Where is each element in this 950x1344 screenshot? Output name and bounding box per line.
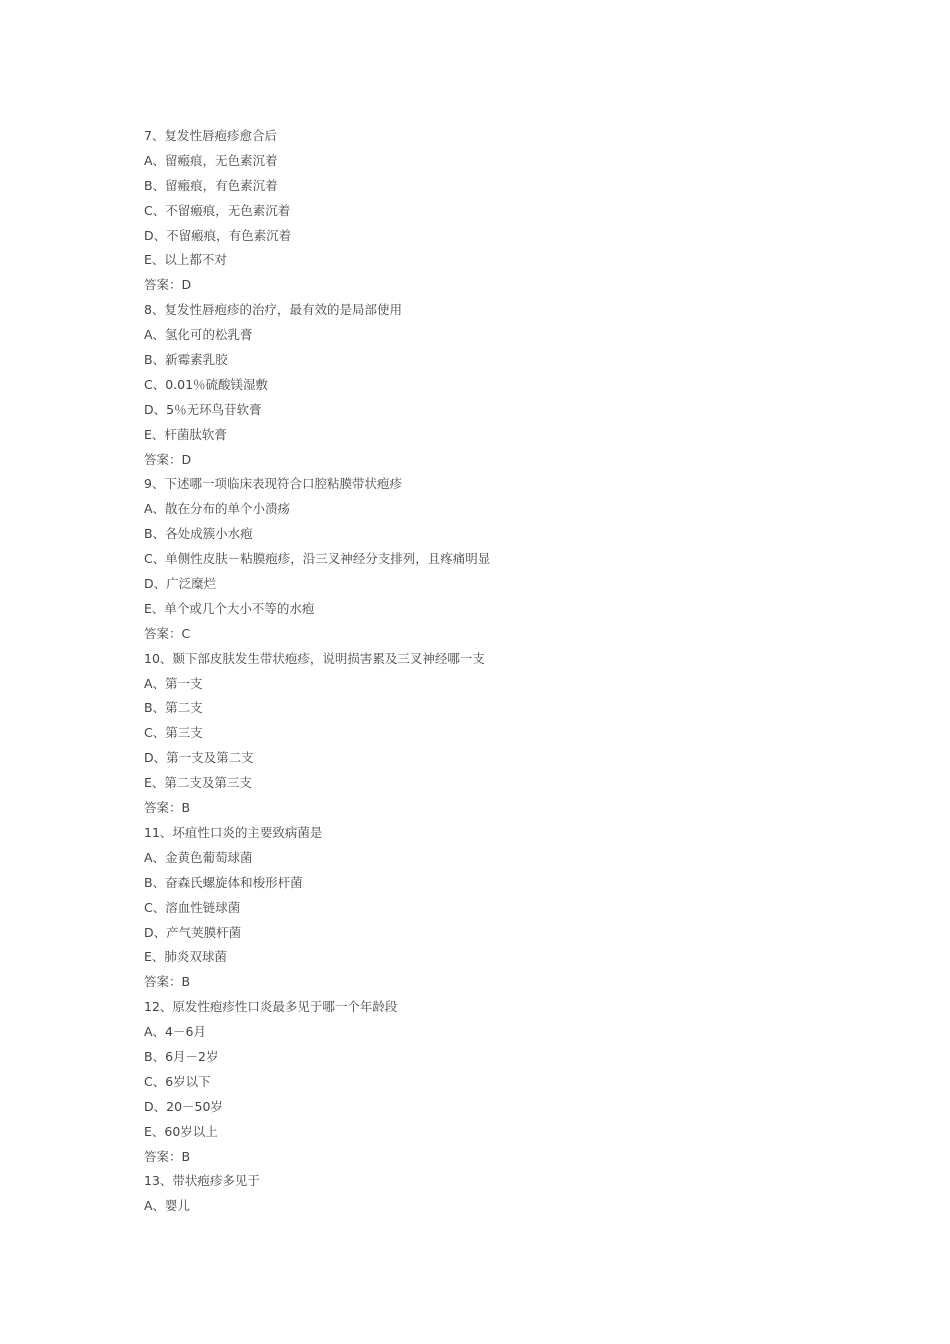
answer-line: 答案：B: [144, 1148, 191, 1164]
option-line: B、留瘢痕，有色素沉着: [144, 177, 278, 193]
question-line: 9、下述哪一项临床表现符合口腔粘膜带状疱疹: [144, 476, 402, 492]
option-line: D、不留瘢痕，有色素沉着: [144, 227, 292, 243]
option-line: B、第二支: [144, 700, 203, 716]
option-line: A、婴儿: [144, 1198, 191, 1214]
option-line: A、散在分布的单个小溃疡: [144, 501, 291, 517]
option-line: A、金黄色葡萄球菌: [144, 849, 253, 865]
option-line: E、第二支及第三支: [144, 775, 252, 791]
option-line: E、60岁以上: [144, 1123, 218, 1139]
option-line: C、6岁以下: [144, 1073, 211, 1089]
option-line: E、以上都不对: [144, 252, 227, 268]
option-line: C、单侧性皮肤－粘膜疱疹，沿三叉神经分支排列，且疼痛明显: [144, 551, 491, 567]
option-line: D、广泛糜烂: [144, 576, 217, 592]
option-line: A、氢化可的松乳膏: [144, 327, 253, 343]
option-line: B、新霉素乳胶: [144, 352, 228, 368]
answer-line: 答案：B: [144, 974, 191, 990]
question-line: 11、坏疽性口炎的主要致病菌是: [144, 824, 323, 840]
option-line: E、肺炎双球菌: [144, 949, 227, 965]
answer-line: 答案：B: [144, 800, 191, 816]
option-line: B、6月－2岁: [144, 1048, 219, 1064]
option-line: A、第一支: [144, 675, 203, 691]
question-line: 12、原发性疱疹性口炎最多见于哪一个年龄段: [144, 999, 398, 1015]
option-line: B、奋森氏螺旋体和梭形杆菌: [144, 874, 303, 890]
option-line: D、第一支及第二支: [144, 750, 254, 766]
question-line: 13、带状疱疹多见于: [144, 1173, 260, 1189]
question-line: 10、颞下部皮肤发生带状疱疹，说明损害累及三叉神经哪一支: [144, 650, 485, 666]
question-line: 7、复发性唇疱疹愈合后: [144, 128, 277, 143]
answer-line: 答案：C: [144, 625, 191, 641]
option-line: A、4－6月: [144, 1024, 206, 1040]
option-line: C、溶血性链球菌: [144, 899, 241, 915]
option-line: B、各处成簇小水疱: [144, 526, 253, 542]
option-line: D、20－50岁: [144, 1098, 223, 1114]
option-line: D、5％无环鸟苷软膏: [144, 401, 262, 417]
option-line: D、产气荚膜杆菌: [144, 924, 242, 940]
question-line: 8、复发性唇疱疹的治疗，最有效的是局部使用: [144, 302, 402, 318]
question-list: [144, 124, 844, 1219]
option-line: C、不留瘢痕，无色素沉着: [144, 202, 291, 218]
option-line: A、留瘢痕，无色素沉着: [144, 152, 278, 168]
option-line: E、单个或几个大小不等的水疱: [144, 600, 315, 616]
option-line: E、杆菌肽软膏: [144, 426, 227, 442]
answer-line: 答案：D: [144, 451, 192, 467]
option-line: C、第三支: [144, 725, 203, 741]
answer-line: 答案：D: [144, 277, 192, 293]
option-line: C、0.01％硫酸镁湿敷: [144, 376, 269, 392]
